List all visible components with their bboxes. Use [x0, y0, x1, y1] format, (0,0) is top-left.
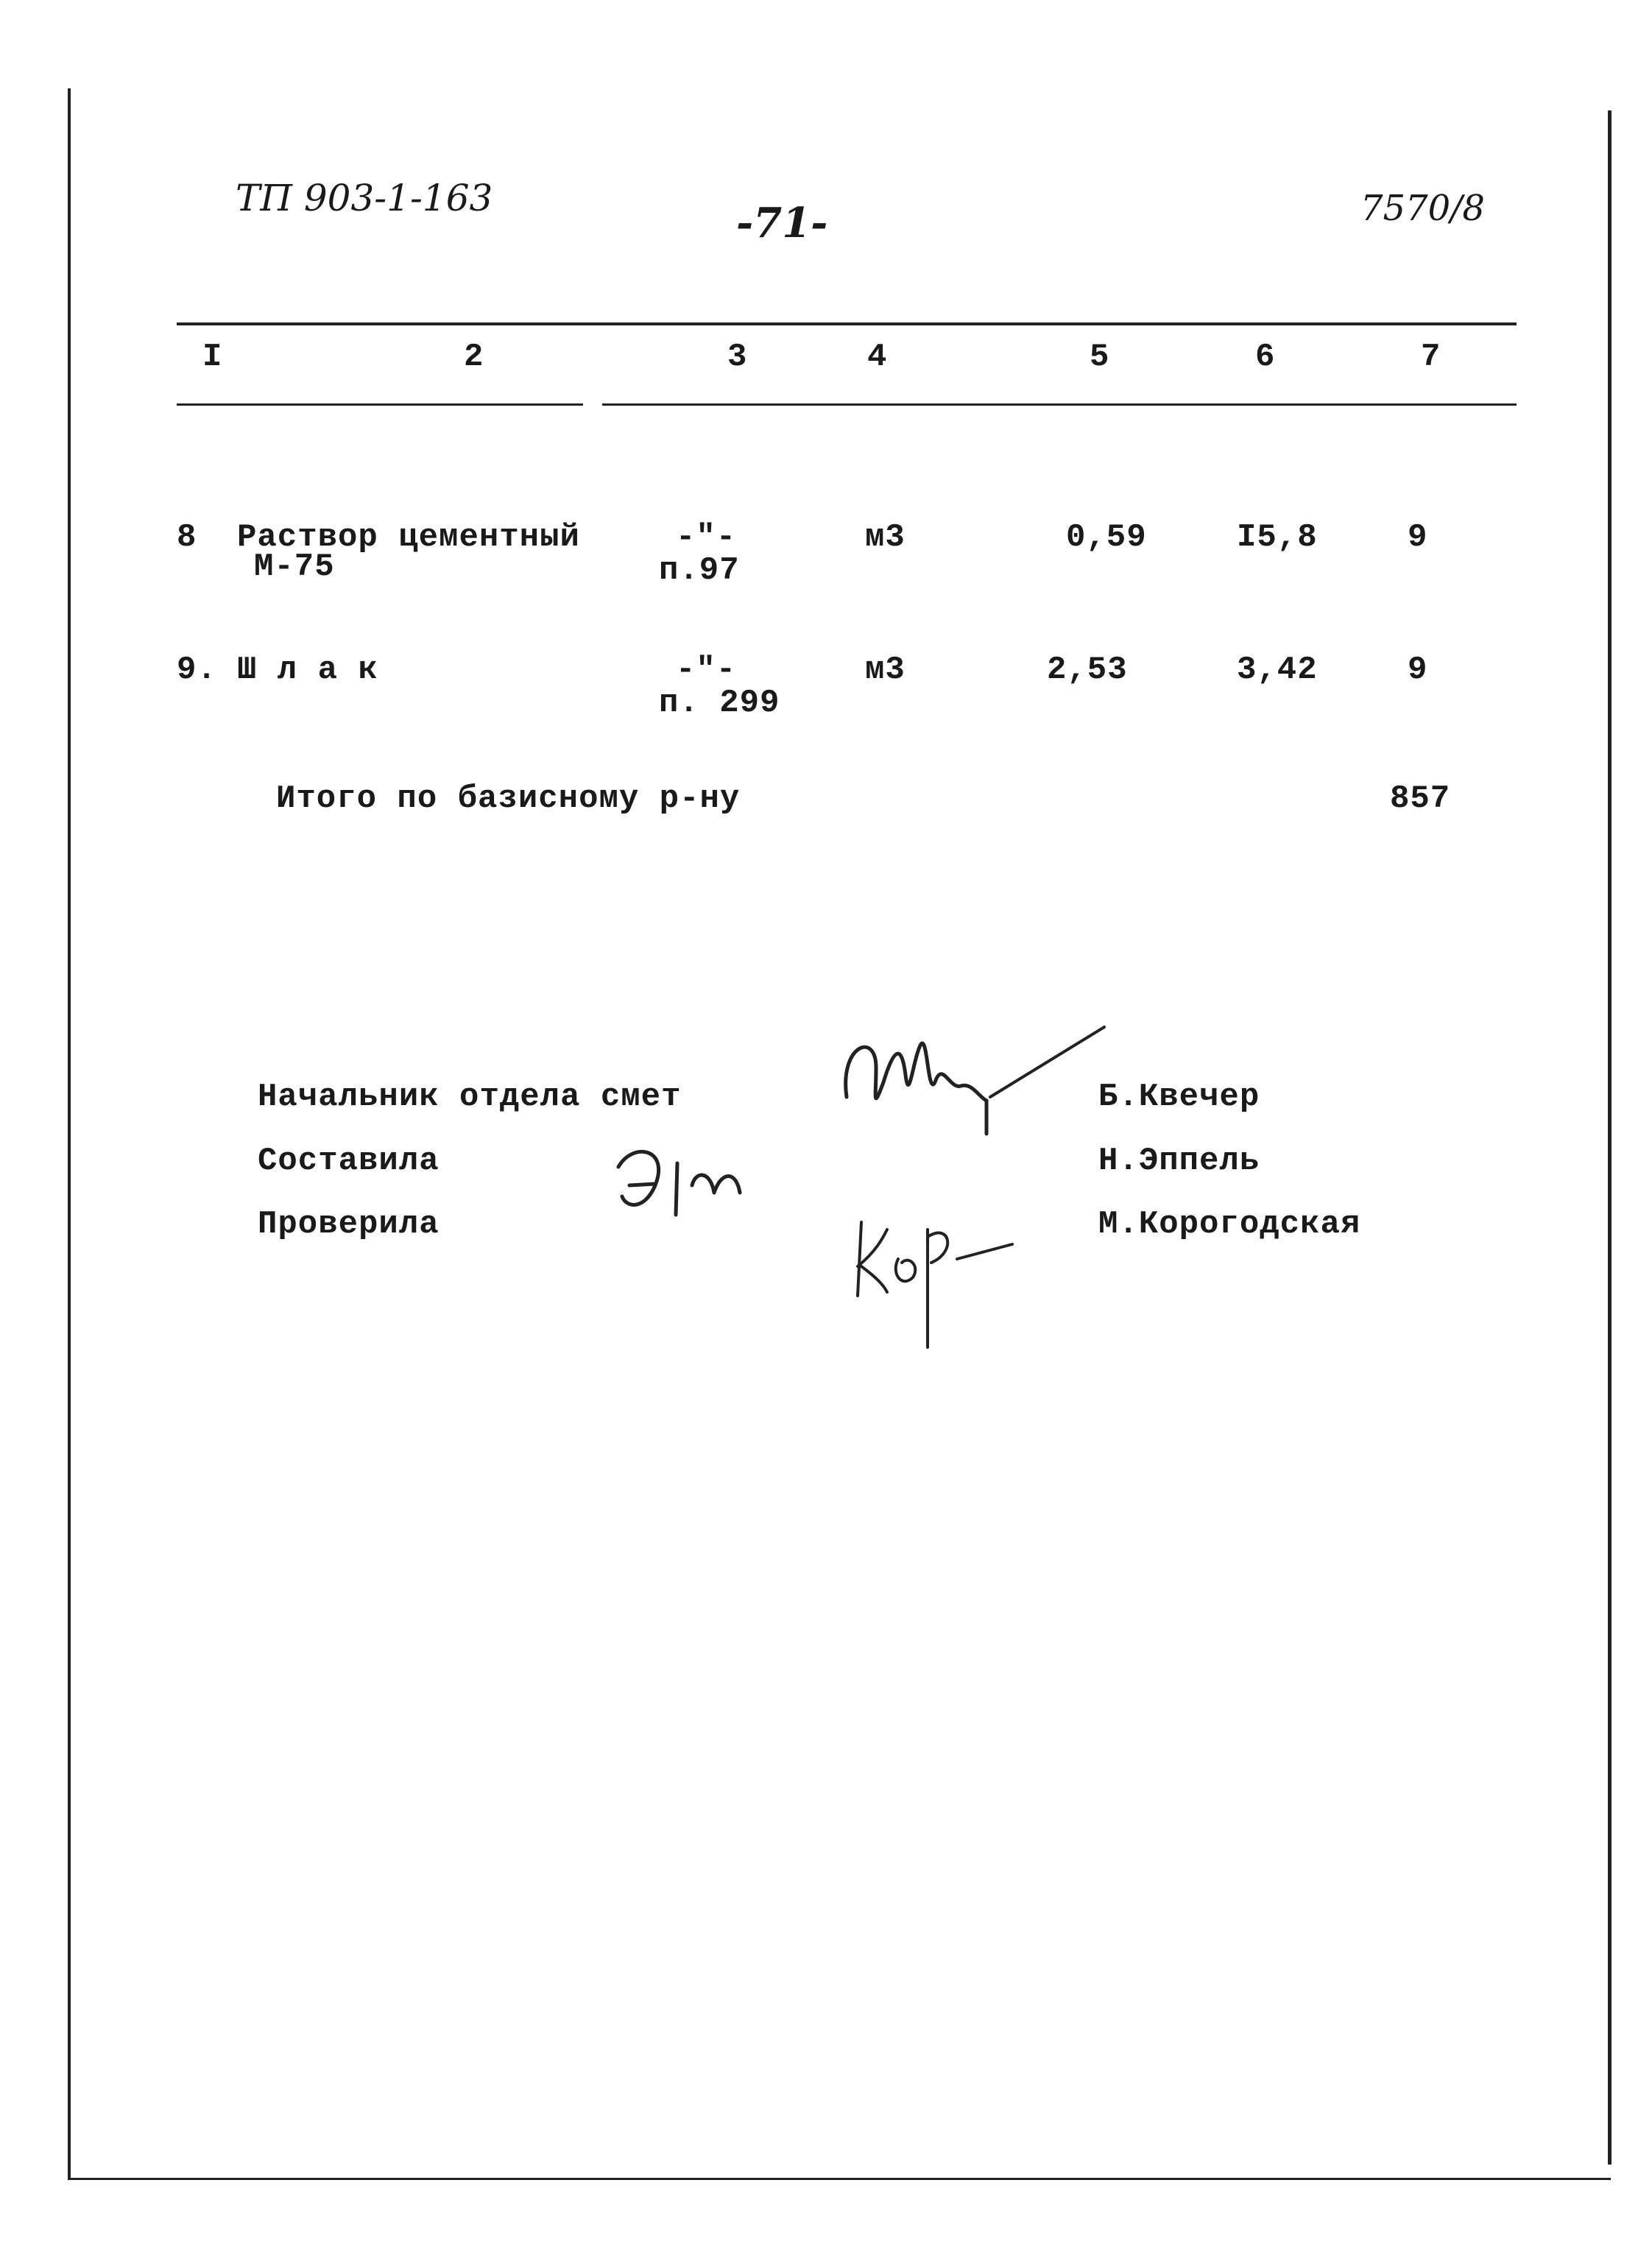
handwritten-signature-2 — [611, 1141, 780, 1237]
price: 3,42 — [1237, 652, 1318, 688]
right-border — [1608, 110, 1612, 2165]
unit: м3 — [865, 519, 906, 556]
signature-name: Н.Эппель — [1098, 1143, 1260, 1179]
table-header-rule-right — [602, 403, 1517, 406]
signature-role: Начальник отдела смет — [258, 1079, 682, 1115]
summary-value: 857 — [1390, 780, 1451, 817]
row-number: 9. — [177, 652, 217, 688]
row-number: 8 — [177, 519, 197, 556]
column-header: 4 — [867, 339, 888, 375]
unit: м3 — [865, 652, 906, 688]
ref-ditto: -"- — [676, 652, 737, 688]
item-name-cont: М-75 — [254, 549, 335, 585]
column-header: 7 — [1421, 339, 1441, 375]
column-header: 3 — [727, 339, 748, 375]
sheet-ref: 7570/8 — [1360, 188, 1485, 229]
signature-role: Проверила — [258, 1206, 440, 1243]
item-name: Ш л а к — [237, 652, 378, 688]
page-number: -71- — [736, 199, 828, 247]
summary-label: Итого по базисному р-ну — [276, 780, 741, 817]
signature-name: М.Корогодская — [1098, 1206, 1361, 1243]
doc-code: ТП 903-1-163 — [236, 177, 493, 219]
ref-item: п.97 — [659, 552, 740, 589]
column-header: 2 — [464, 339, 484, 375]
quantity: 0,59 — [1066, 519, 1147, 556]
item-name: Раствор цементный — [237, 519, 580, 556]
signature-role: Составила — [258, 1143, 440, 1179]
total: 9 — [1408, 652, 1428, 688]
bottom-border — [68, 2178, 1611, 2180]
column-header: 6 — [1255, 339, 1276, 375]
ref-item: п. 299 — [659, 685, 780, 722]
handwritten-signature-3 — [847, 1207, 1038, 1369]
column-header: I — [202, 339, 223, 375]
total: 9 — [1408, 519, 1428, 556]
table-top-rule — [177, 322, 1517, 325]
handwritten-signature-1 — [832, 1016, 1112, 1163]
ref-ditto: -"- — [676, 519, 737, 556]
column-header: 5 — [1090, 339, 1110, 375]
quantity: 2,53 — [1047, 652, 1128, 688]
table-header-rule-left — [177, 403, 583, 406]
price: I5,8 — [1237, 519, 1318, 556]
left-border — [68, 88, 71, 2179]
signature-name: Б.Квечер — [1098, 1079, 1260, 1115]
